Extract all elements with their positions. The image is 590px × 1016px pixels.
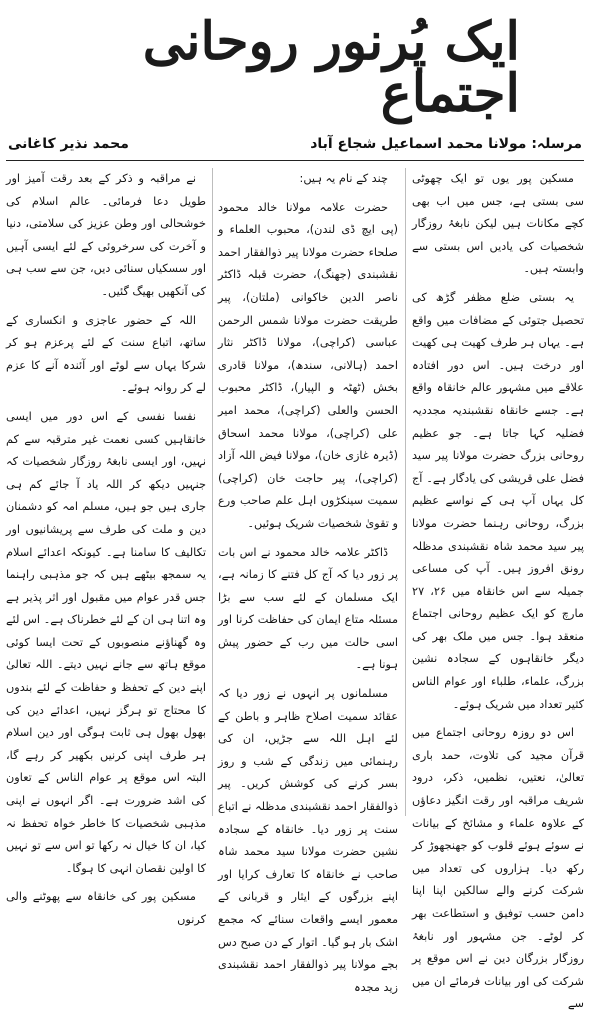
paragraph: اس دو روزہ روحانی اجتماع میں قرآن مجید کی تلاوت، حمد باری تعالیٰ، نعتیں، نظمیں، ذکر، درود شریف مراقبہ اور رقت انگیز دعاؤں کے علاوہ علماء و مشائخ کے بیانات نے سوئے ہوئے قلوب کو جھنجھوڑ کر رکھ دیا۔ ہزاروں کی تعداد میں شرکت کرنے والے سالکین اپنا اپنا دامن حسب توفیق و استطاعت بھر کر لوٹے۔ جن مشہور اور نابغۂ روزگار بزرگان دین نے اس موقع پر شرکت کی اور بیانات فرمائے ان میں سے — [412, 726, 584, 1011]
article-column-2 — [218, 168, 398, 994]
paragraph: چند کے نام یہ ہیں: — [299, 172, 388, 185]
paragraph: اللہ کے حضور عاجزی و انکساری کے ساتھ، اتباع سنت کے لئے پرعزم ہو کر شرکا یہاں سے لوٹے اور آئندہ آنے کا عزم لے کر روانہ ہوئے۔ — [6, 313, 206, 395]
byline-author: محمد نذیر کاغانی — [8, 136, 129, 152]
paragraph: ڈاکٹر علامہ خالد محمود نے اس بات پر زور دیا کہ آج کل فتنے کا زمانہ ہے، ایک مسلمان کے لئے سب سے بڑا مسئلہ متاع ایمان کی حفاظت کرنا اور اسی حالت میں رب کے حضور پیش ہونا ہے۔ — [218, 545, 398, 672]
header-rule — [6, 160, 584, 161]
article-headline: ایک پُرنور روحانی اجتماع — [142, 11, 520, 124]
paragraph: یہ بستی ضلع مظفر گڑھ کی تحصیل جتوئی کے مضافات میں واقع ہے۔ یہاں ہر طرف کھیت ہی کھیت اور درخت ہیں۔ اس دور افتادہ علاقے میں مشہور عالم خانقاہ واقع ہے۔ جسے خانقاہ نقشبندیہ مجددیہ فضلیہ کہا جاتا ہے۔ جو عظیم روحانی بزرگ حضرت مولانا پیر سید فضل علی قریشی کی یادگار ہے۔ آج کل یہاں آپ ہی کے نواسے عظیم بزرگ، روحانی رہنما حضرت مولانا پیر سید محمد شاہ نقشبندی مدظلہ رونق افروز ہیں۔ آپ کی مساعی جمیلہ سے اس خانقاہ میں ۲۶، ۲۷ مارچ کو ایک عظیم روحانی اجتماع منعقد ہوا۔ جس میں ملک بھر کی دیگر خانقاہوں کے سجادہ نشین بزرگ، علماء، طلباء اور عوام الناس کثیر تعداد میں شریک ہوئے۔ — [412, 290, 584, 711]
column-divider — [212, 168, 213, 816]
paragraph: نے مراقبہ و ذکر کے بعد رقت آمیز اور طویل دعا فرمائی۔ عالم اسلام کی خوشحالی اور وطن عزیز کی سلامتی، دنیا و آخرت کی سرخروئی کے لئے ایسی آہیں اور سسکیاں سنائی دیں، جن سے سب ہی کی آنکھیں بھیگ گئیں۔ — [6, 172, 206, 298]
paragraph: مسکین پور یوں تو ایک چھوٹی سی بستی ہے، جس میں اب بھی کچے مکانات ہیں لیکن نابغۂ روزگار شخصیات کی یادیں اس بستی سے وابستہ ہیں۔ — [412, 172, 584, 276]
paragraph: مسلمانوں پر انہوں نے زور دیا کہ عقائد سمیت اصلاح ظاہر و باطن کے لئے اہل اللہ سے جڑیں، ان کی رہنمائی میں زندگی کے شب و روز بسر کرنے کی کوشش کریں۔ پیر ذوالفقار احمد نقشبندی مدظلہ نے اتباع سنت پر زور دیا۔ خانقاہ کے سجادہ نشین حضرت مولانا سید محمد شاہ صاحب نے خانقاہ کا تعارف کرایا اور اپنے بزرگوں کے ایثار و قربانی کے معمور ایسے واقعات سنائے کہ مجمع اشک بار ہو گیا۔ اتوار کے دن صبح دس بجے مولانا پیر ذوالفقار احمد نقشبندی زید مجدہ — [218, 687, 398, 994]
byline-sender: مرسلہ: مولانا محمد اسماعیل شجاع آباد — [310, 136, 582, 152]
article-column-1 — [412, 168, 584, 1011]
column-divider — [405, 168, 406, 816]
paragraph: نفسا نفسی کے اس دور میں ایسی خانقاہیں کسی نعمت غیر مترقبہ سے کم نہیں، اور ایسی نابغۂ روزگار شخصیات کہ جنہیں دیکھ کر اللہ یاد آ جائے کم ہی جاری ہیں جو ہیں، مسلم امہ کو دشمنان دین و ملت کی طرف سے پریشانیوں اور تکالیف کا سامنا ہے۔ کیونکہ اعدائے اسلام یہ سمجھ بیٹھے ہیں کہ جو مذہبی راہنما جس قدر عوام میں مقبول اور اثر پذیر ہے وہ اتنا ہی ان کے لئے خطرناک ہے۔ اس لئے وہ گھناؤنے منصوبوں کے تحت ایسا کوئی موقع ہاتھ سے جانے نہیں دیتے۔ اللہ تعالیٰ اپنے دین کے تحفظ و حفاظت کے لئے بندوں کا محتاج تو ہرگز نہیں، اعدائے دین کی بھول بھول ہی ثابت ہوگی اور دین اسلام ہر طرف اپنی کرنیں بکھیر کر رہے گا، البتہ اس موقع پر عوام الناس کے تعاون کی اشد ضرورت ہے۔ اگر انہوں نے اپنی مذہبی شخصیات کا خاطر خواہ تحفظ نہ کیا، ان کا خیال نہ رکھا تو اس سے تو نہیں کا اولین نقصان انہی کا ہوگا۔ — [6, 409, 206, 875]
paragraph: مسکین پور کی خانقاہ سے پھوٹنے والی کرنوں — [6, 890, 206, 926]
article-column-3 — [6, 168, 206, 926]
paragraph: حضرت علامہ مولانا خالد محمود (پی ایچ ڈی لندن)، محبوب العلماء و صلحاء حضرت مولانا پیر ذوالفقار احمد نقشبندی (جھنگ)، حضرت قبلہ ڈاکٹر ناصر الدین خاکوانی (ملتان)، پیر طریقت حضرت مولانا شمس الرحمن عباسی (کراچی)، مولانا ڈاکٹر نثار احمد (ہالانی، سندھ)، مولانا قادری بخش (ٹھٹہ و الپیار)، ڈاکٹر محبوب الحسن والعلی (کراچی)، محمد امیر علی (کراچی)، مولانا محمد اسحاق (ڈیرہ غازی خان)، مولانا فیض اللہ آزاد (کراچی)، پیر حاجت خان (کراچی) سمیت سینکڑوں اہل علم صاحب ورع و تقویٰ شخصیات شریک ہوئیں۔ — [218, 200, 398, 530]
